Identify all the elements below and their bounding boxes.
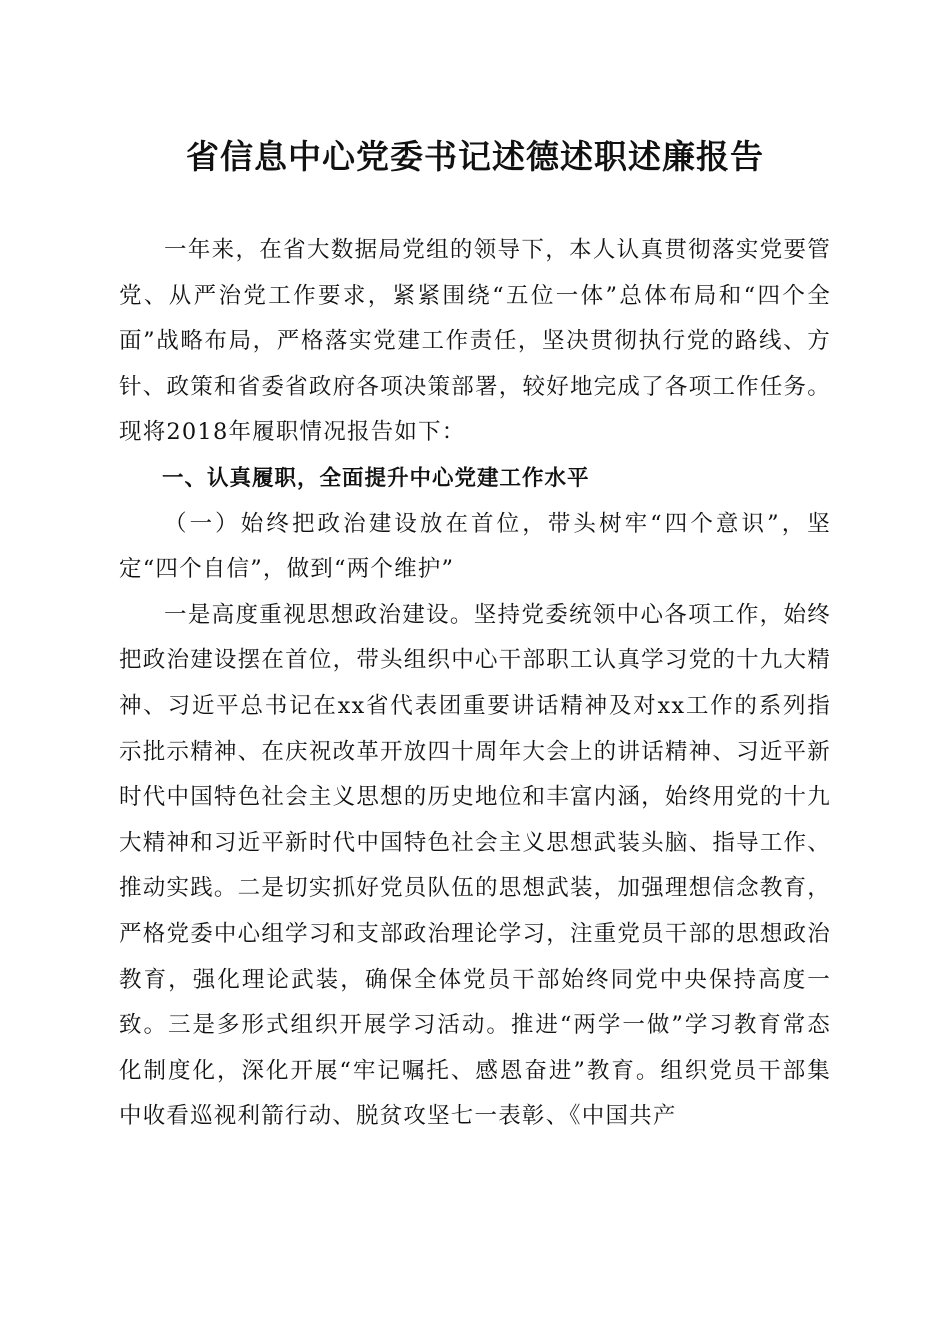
intro-paragraph: 一年来，在省大数据局党组的领导下，本人认真贯彻落实党要管党、从严治党工作要求，紧紧围绕“五位一体”总体布局和“四个全面”战略布局，严格落实党建工作责任，坚决贯彻执行党的路线、方针、政策和省委省政府各项决策部署，较好地完成了各项工作任务。现将2018年履职情况报告如下：: [119, 237, 831, 446]
body-paragraph: 一是高度重视思想政治建设。坚持党委统领中心各项工作，始终把政治建设摆在首位，带头组织中心干部职工认真学习党的十九大精神、习近平总书记在xx省代表团重要讲话精神及对xx工作的系列指示批示精神、在庆祝改革开放四十周年大会上的讲话精神、习近平新时代中国特色社会主义思想的历史地位和丰富内涵，始终用党的十九大精神和习近平新时代中国特色社会主义思想武装头脑、指导工作、推动实践。二是切实抓好党员队伍的思想武装，加强理想信念教育，严格党委中心组学习和支部政治理论学习，注重党员干部的思想政治教育，强化理论武装，确保全体党员干部始终同党中央保持高度一致。三是多形式组织开展学习活动。推进“两学一做”学习教育常态化制度化，深化开展“牢记嘱托、感恩奋进”教育。组织党员干部集中收看巡视利箭行动、脱贫攻坚七一表彰、《中国共产: [119, 601, 831, 1130]
subsection-heading: （一）始终把政治建设放在首位，带头树牢“四个意识”，坚定“四个自信”，做到“两个维护”: [119, 510, 831, 583]
section-heading: 一、认真履职，全面提升中心党建工作水平: [162, 465, 590, 491]
document-body: [119, 228, 831, 1140]
document-title: 省信息中心党委书记述德述职述廉报告: [186, 137, 764, 176]
